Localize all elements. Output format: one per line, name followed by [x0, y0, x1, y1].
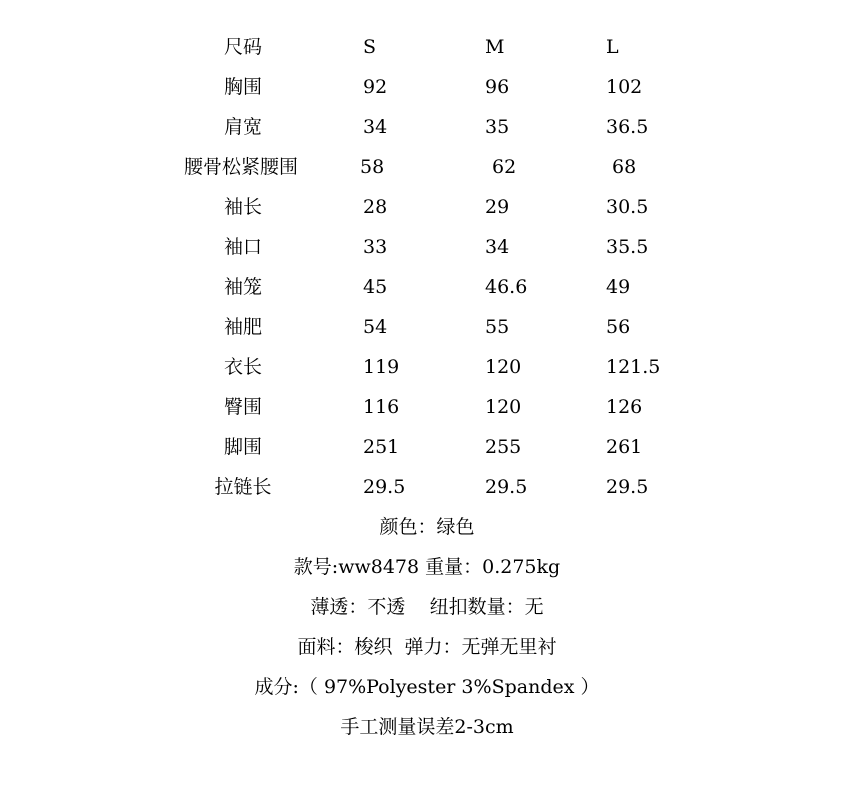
size-m-value: 62 — [492, 156, 517, 178]
measurement-label: 腰骨松紧腰围 — [183, 156, 298, 178]
size-l-value: 102 — [606, 76, 643, 98]
size-s-value: 45 — [363, 276, 388, 298]
size-m-value: 55 — [485, 316, 510, 338]
table-row — [0, 147, 854, 187]
measurement-label: 肩宽 — [223, 116, 262, 138]
measurement-label: 袖笼 — [223, 276, 262, 298]
size-header-label: 尺码 — [223, 36, 262, 58]
size-m-value: 255 — [485, 436, 522, 458]
table-row — [0, 227, 854, 267]
size-m-value: 46.6 — [485, 276, 528, 298]
measurement-label: 袖长 — [223, 196, 262, 218]
size-m-value: 35 — [485, 116, 510, 138]
size-l-value: 36.5 — [606, 116, 649, 138]
size-s-value: 116 — [363, 396, 400, 418]
size-s-value: 58 — [360, 156, 385, 178]
table-row — [0, 67, 854, 107]
size-l-value: 30.5 — [606, 196, 649, 218]
size-s-value: 34 — [363, 116, 388, 138]
measurement-label: 袖口 — [223, 236, 262, 258]
size-m-value: 120 — [485, 356, 522, 378]
table-row — [0, 467, 854, 507]
size-s-value: 29.5 — [363, 476, 406, 498]
table-row — [0, 347, 854, 387]
size-s-value: 54 — [363, 316, 388, 338]
measurement-label: 袖肥 — [223, 316, 262, 338]
size-l-value: 126 — [606, 396, 643, 418]
size-m-value: 120 — [485, 396, 522, 418]
measurement-label: 胸围 — [223, 76, 262, 98]
size-m-value: 29.5 — [485, 476, 528, 498]
size-m-header: M — [485, 36, 505, 58]
color-info: 颜色：绿色 — [379, 516, 475, 538]
table-row — [0, 307, 854, 347]
size-l-value: 35.5 — [606, 236, 649, 258]
measurement-label: 臀围 — [223, 396, 262, 418]
table-row — [0, 427, 854, 467]
size-l-value: 29.5 — [606, 476, 649, 498]
table-header-row — [0, 27, 854, 67]
measurement-label: 脚围 — [223, 436, 262, 458]
size-s-value: 28 — [363, 196, 388, 218]
size-l-value: 68 — [612, 156, 637, 178]
sheer-buttons-info: 薄透：不透 纽扣数量：无 — [310, 596, 544, 618]
size-m-value: 96 — [485, 76, 510, 98]
size-l-value: 49 — [606, 276, 631, 298]
measurement-label: 衣长 — [223, 356, 262, 378]
table-row — [0, 107, 854, 147]
size-l-header: L — [606, 36, 619, 58]
size-s-value: 251 — [363, 436, 400, 458]
size-s-value: 119 — [363, 356, 400, 378]
table-row — [0, 387, 854, 427]
size-m-value: 29 — [485, 196, 510, 218]
size-m-value: 34 — [485, 236, 510, 258]
table-row — [0, 267, 854, 307]
size-s-value: 92 — [363, 76, 388, 98]
size-s-value: 33 — [363, 236, 388, 258]
size-l-value: 261 — [606, 436, 643, 458]
table-row — [0, 187, 854, 227]
style-weight-info: 款号:ww8478 重量：0.275kg — [293, 556, 561, 578]
measurement-note: 手工测量误差2-3cm — [340, 716, 514, 738]
measurement-label: 拉链长 — [214, 476, 272, 498]
size-s-header: S — [363, 36, 377, 58]
composition-info: 成分:（ 97%Polyester 3%Spandex ） — [254, 676, 600, 698]
fabric-stretch-info: 面料：梭织 弹力：无弹无里衬 — [297, 636, 557, 658]
size-l-value: 121.5 — [606, 356, 661, 378]
size-l-value: 56 — [606, 316, 631, 338]
